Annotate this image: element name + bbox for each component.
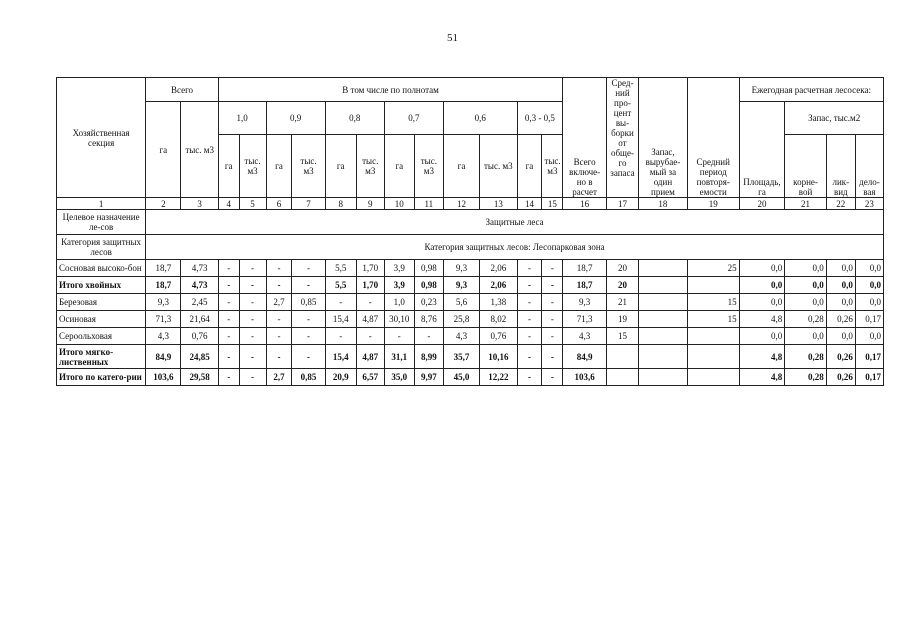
table-cell: - [542, 328, 563, 345]
table-cell: 35,0 [384, 369, 414, 386]
table-cell: 2,45 [181, 294, 218, 311]
table-cell: 15 [606, 328, 638, 345]
table-cell: 84,9 [146, 345, 181, 369]
table-cell: 20 [606, 260, 638, 277]
table-cell: - [218, 277, 239, 294]
table-cell: 0,17 [855, 311, 883, 328]
row-name: Сероольховая [57, 328, 146, 345]
table-cell [639, 369, 688, 386]
table-cell: - [239, 345, 266, 369]
table-cell: - [266, 345, 292, 369]
header-business: дело-вая [855, 135, 883, 198]
table-cell: 9,3 [563, 294, 607, 311]
table-cell: - [325, 328, 356, 345]
table-cell: - [356, 328, 384, 345]
allowable-cut-table [56, 77, 884, 386]
table-cell: 4,8 [739, 345, 785, 369]
table-cell: 12,22 [480, 369, 517, 386]
header-thous-m3: тыс. м3 [239, 135, 266, 198]
table-cell: 9,3 [443, 277, 479, 294]
table-cell: 71,3 [563, 311, 607, 328]
table-cell: 71,3 [146, 311, 181, 328]
table-cell [639, 260, 688, 277]
table-cell: 10,16 [480, 345, 517, 369]
table-cell: 5,6 [443, 294, 479, 311]
header-thous-m3: тыс. м3 [292, 135, 325, 198]
table-cell: - [239, 260, 266, 277]
table-row [57, 294, 884, 311]
header-density-2: 0,9 [266, 102, 325, 135]
table-cell: - [356, 294, 384, 311]
table-cell: 0,0 [785, 328, 826, 345]
table-cell: 8,99 [414, 345, 443, 369]
row-name: Сосновая высоко-бон [57, 260, 146, 277]
category-row [57, 235, 884, 260]
table-cell: 4,3 [146, 328, 181, 345]
column-number: 21 [785, 198, 826, 210]
row-name: Итого мягко-лиственных [57, 345, 146, 369]
table-cell: - [542, 294, 563, 311]
table-cell: 8,76 [414, 311, 443, 328]
table-cell: 0,0 [739, 328, 785, 345]
table-cell [639, 277, 688, 294]
table-cell: 0,0 [855, 277, 883, 294]
table-cell: 0,0 [739, 277, 785, 294]
table-cell: - [239, 311, 266, 328]
column-number: 17 [606, 198, 638, 210]
table-cell: - [292, 345, 325, 369]
purpose-value: Защитные леса [146, 210, 884, 235]
table-cell: - [414, 328, 443, 345]
header-ha: га [325, 135, 356, 198]
table-cell: 21,64 [181, 311, 218, 328]
table-cell: 0,0 [855, 294, 883, 311]
table-cell: 29,58 [181, 369, 218, 386]
table-cell: 18,7 [563, 277, 607, 294]
table-cell: 2,06 [480, 277, 517, 294]
table-cell: 1,70 [356, 260, 384, 277]
table-cell: 24,85 [181, 345, 218, 369]
table-cell [687, 277, 739, 294]
table-cell: 0,0 [855, 260, 883, 277]
table-cell: 103,6 [146, 369, 181, 386]
table-cell: 0,98 [414, 277, 443, 294]
table-cell: 0,26 [826, 369, 855, 386]
table-cell: 2,06 [480, 260, 517, 277]
header-density-1: 1,0 [218, 102, 266, 135]
table-cell: 0,0 [826, 328, 855, 345]
table-cell: 5,5 [325, 260, 356, 277]
table-cell: - [384, 328, 414, 345]
table-cell: - [266, 311, 292, 328]
table-cell: - [292, 311, 325, 328]
table-cell: 0,0 [826, 294, 855, 311]
column-number: 5 [239, 198, 266, 210]
table-cell: 3,9 [384, 260, 414, 277]
header-thous-m3: тыс. м3 [414, 135, 443, 198]
header-ha: га [146, 102, 181, 198]
table-cell: - [266, 277, 292, 294]
table-cell: 2,7 [266, 294, 292, 311]
row-name: Осиновая [57, 311, 146, 328]
table-cell: - [542, 260, 563, 277]
table-cell: 1,0 [384, 294, 414, 311]
table-cell: 0,0 [739, 260, 785, 277]
table-cell: - [517, 369, 542, 386]
column-number-row [57, 198, 884, 210]
table-cell: - [517, 345, 542, 369]
table-cell: 15,4 [325, 345, 356, 369]
table-cell: 9,3 [443, 260, 479, 277]
table-cell [687, 369, 739, 386]
table-cell: 19 [606, 311, 638, 328]
table-cell: 4,87 [356, 311, 384, 328]
table-cell [639, 345, 688, 369]
table-cell: 0,76 [181, 328, 218, 345]
table-cell: 4,3 [443, 328, 479, 345]
table-cell: - [325, 294, 356, 311]
table-cell: 0,17 [855, 345, 883, 369]
header-liquid: лик-вид [826, 135, 855, 198]
table-row [57, 277, 884, 294]
table-cell: 5,5 [325, 277, 356, 294]
table-cell: - [542, 277, 563, 294]
table-cell: - [218, 311, 239, 328]
table-cell: 4,8 [739, 369, 785, 386]
table-cell: 21 [606, 294, 638, 311]
header-density-5: 0,6 [443, 102, 517, 135]
table-cell: 18,7 [563, 260, 607, 277]
table-cell: 4,8 [739, 311, 785, 328]
table-cell: 4,3 [563, 328, 607, 345]
table-cell: - [218, 260, 239, 277]
column-number: 9 [356, 198, 384, 210]
table-cell: - [292, 260, 325, 277]
column-number: 10 [384, 198, 414, 210]
table-cell: 9,3 [146, 294, 181, 311]
table-cell: - [218, 328, 239, 345]
column-number: 22 [826, 198, 855, 210]
table-cell: - [542, 345, 563, 369]
table-cell: - [517, 311, 542, 328]
data-rows [57, 260, 884, 386]
column-number: 19 [687, 198, 739, 210]
table-cell: 0,0 [785, 277, 826, 294]
table-cell: 0,85 [292, 369, 325, 386]
table-cell: 30,10 [384, 311, 414, 328]
table-cell: - [239, 294, 266, 311]
table-cell: 20 [606, 277, 638, 294]
table-cell: 3,9 [384, 277, 414, 294]
header-avg-period: Средний период повторя-емости [687, 78, 739, 198]
table-cell: 8,02 [480, 311, 517, 328]
table-cell: 20,9 [325, 369, 356, 386]
header-annual: Ежегодная расчетная лесосека: [739, 78, 883, 102]
column-number: 15 [542, 198, 563, 210]
table-cell [639, 328, 688, 345]
table-cell: 4,73 [181, 260, 218, 277]
table-cell: - [292, 328, 325, 345]
row-name: Итого по катего-рии [57, 369, 146, 386]
table-cell: 4,73 [181, 277, 218, 294]
table-cell: 0,0 [785, 260, 826, 277]
table-cell: - [517, 260, 542, 277]
header-density-6: 0,3 - 0,5 [517, 102, 563, 135]
table-cell: 4,87 [356, 345, 384, 369]
table-row [57, 369, 884, 386]
row-name: Березовая [57, 294, 146, 311]
table-cell: - [239, 277, 266, 294]
table-cell: - [239, 369, 266, 386]
table-cell: - [239, 328, 266, 345]
table-cell: 0,28 [785, 369, 826, 386]
header-ha: га [443, 135, 479, 198]
table-cell: 9,97 [414, 369, 443, 386]
column-number: 14 [517, 198, 542, 210]
table-cell [687, 345, 739, 369]
table-cell: 0,23 [414, 294, 443, 311]
column-number: 12 [443, 198, 479, 210]
header-ha: га [517, 135, 542, 198]
table-cell: - [517, 277, 542, 294]
table-cell: 31,1 [384, 345, 414, 369]
header-ha: га [384, 135, 414, 198]
header-total-incl: Всего включе-но в расчет [563, 78, 607, 198]
column-number: 1 [57, 198, 146, 210]
table-cell: 18,7 [146, 260, 181, 277]
column-number: 13 [480, 198, 517, 210]
column-number: 23 [855, 198, 883, 210]
table-cell: 0,26 [826, 311, 855, 328]
table-cell [606, 345, 638, 369]
table-cell: 84,9 [563, 345, 607, 369]
header-thous-m3: тыс. м3 [480, 135, 517, 198]
column-number: 20 [739, 198, 785, 210]
column-number: 2 [146, 198, 181, 210]
header-incl-density: В том числе по полнотам [218, 78, 563, 102]
table-cell: 25,8 [443, 311, 479, 328]
column-number: 3 [181, 198, 218, 210]
column-number: 4 [218, 198, 239, 210]
table-cell: - [266, 328, 292, 345]
table-row [57, 311, 884, 328]
category-label: Категория защитных лесов [57, 235, 146, 260]
header-ha: га [266, 135, 292, 198]
table-cell: - [542, 369, 563, 386]
table-cell: 2,7 [266, 369, 292, 386]
row-name: Итого хвойных [57, 277, 146, 294]
table-cell: 0,76 [480, 328, 517, 345]
column-number: 16 [563, 198, 607, 210]
table-cell: 0,0 [826, 277, 855, 294]
table-cell: 0,0 [739, 294, 785, 311]
table-cell [639, 294, 688, 311]
table-cell: 0,26 [826, 345, 855, 369]
table-cell: 0,0 [785, 294, 826, 311]
table-cell: - [218, 345, 239, 369]
header-density-3: 0,8 [325, 102, 384, 135]
table-cell: 0,0 [826, 260, 855, 277]
header-stock-cut: Запас, вырубае-мый за один прием [639, 78, 688, 198]
header-root: корне-вой [785, 135, 826, 198]
column-number: 7 [292, 198, 325, 210]
header-total: Всего [146, 78, 219, 102]
purpose-row [57, 210, 884, 235]
table-cell: 35,7 [443, 345, 479, 369]
table-cell: 1,70 [356, 277, 384, 294]
column-number: 18 [639, 198, 688, 210]
table-cell [606, 369, 638, 386]
table-cell: 45,0 [443, 369, 479, 386]
table-cell: 0,28 [785, 345, 826, 369]
header-thous-m3: тыс. м3 [356, 135, 384, 198]
table-cell: - [517, 294, 542, 311]
table-row [57, 345, 884, 369]
header-area-ha: Площадь, га [739, 102, 785, 198]
header-avg-pct: Сред-ний про-цент вы-борки от обще-го запаса [606, 78, 638, 198]
table-cell [687, 328, 739, 345]
purpose-label: Целевое назначение ле-сов [57, 210, 146, 235]
table-row [57, 260, 884, 277]
header-stock: Запас, тыс.м2 [785, 102, 884, 135]
table-row [57, 328, 884, 345]
table-cell: 0,28 [785, 311, 826, 328]
table-cell: 15 [687, 294, 739, 311]
table-cell: - [542, 311, 563, 328]
column-number: 6 [266, 198, 292, 210]
header-section: Хозяйственная секция [57, 78, 146, 198]
table-cell: 1,38 [480, 294, 517, 311]
header-ha: га [218, 135, 239, 198]
table-cell: 0,98 [414, 260, 443, 277]
table-cell: 18,7 [146, 277, 181, 294]
header-thous-m3: тыс. м3 [542, 135, 563, 198]
table-cell: 25 [687, 260, 739, 277]
table-cell [639, 311, 688, 328]
column-number: 8 [325, 198, 356, 210]
table-cell: 0,0 [855, 328, 883, 345]
column-number: 11 [414, 198, 443, 210]
table-cell: - [218, 369, 239, 386]
header-thous-m3: тыс. м3 [181, 102, 218, 198]
table-cell: 15,4 [325, 311, 356, 328]
table-cell: - [517, 328, 542, 345]
category-value: Категория защитных лесов: Лесопарковая зона [146, 235, 884, 260]
page-number: 51 [447, 32, 458, 44]
table-cell: - [218, 294, 239, 311]
table-cell: - [266, 260, 292, 277]
table-cell: 0,17 [855, 369, 883, 386]
table-cell: 103,6 [563, 369, 607, 386]
header-density-4: 0,7 [384, 102, 443, 135]
table-cell: 6,57 [356, 369, 384, 386]
table-cell: 0,85 [292, 294, 325, 311]
table-cell: - [292, 277, 325, 294]
table-cell: 15 [687, 311, 739, 328]
